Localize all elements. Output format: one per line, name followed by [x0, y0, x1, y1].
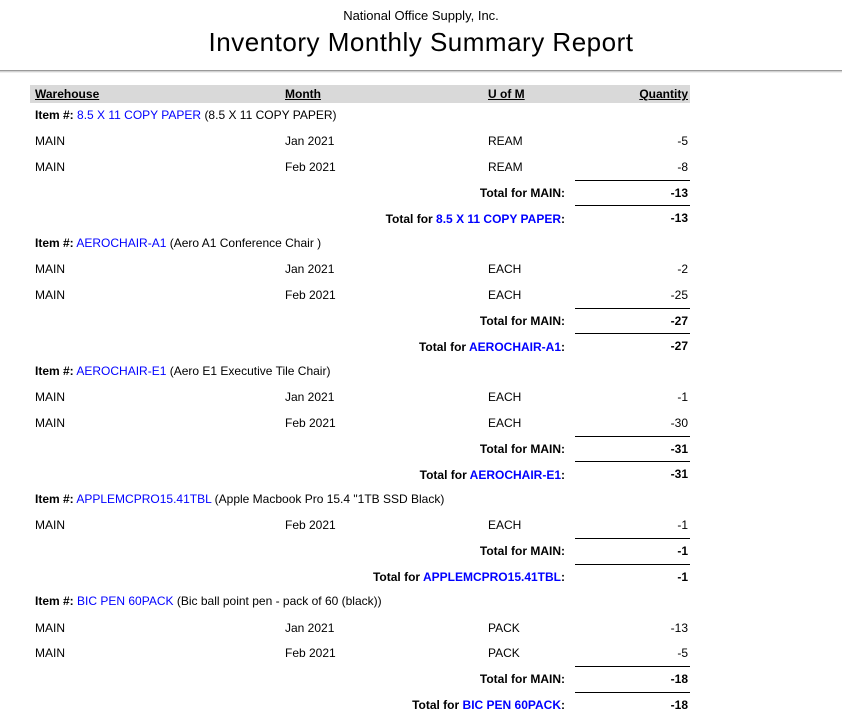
table-row — [30, 154, 690, 180]
table-row — [30, 129, 690, 155]
item-total-suffix: : — [561, 697, 565, 712]
cell-quantity: -13 — [670, 620, 688, 635]
table-row — [30, 257, 690, 283]
cell-quantity: -25 — [670, 287, 688, 302]
warehouse-total-label: Total for MAIN: — [479, 672, 565, 687]
item-total-label — [30, 212, 575, 226]
item-section — [30, 231, 690, 359]
item-total-row — [30, 564, 690, 590]
column-header-uom: U of M — [488, 87, 525, 101]
item-description: (Apple Macbook Pro 15.4 "1TB SSD Black) — [214, 491, 445, 506]
cell-month: Jan 2021 — [285, 134, 335, 149]
cell-quantity: -1 — [677, 390, 688, 405]
item-number-label: Item #: — [35, 363, 74, 378]
column-header-warehouse: Warehouse — [35, 87, 100, 101]
cell-month: Feb 2021 — [285, 287, 336, 302]
warehouse-total-qty: -31 — [575, 436, 690, 463]
item-total-suffix: : — [561, 339, 565, 354]
cell-uom: EACH — [488, 415, 522, 430]
warehouse-total-row — [30, 538, 690, 564]
item-total-label — [30, 570, 575, 584]
cell-warehouse: MAIN — [35, 390, 65, 405]
item-code-link[interactable]: AEROCHAIR-A1 — [76, 235, 167, 250]
cell-uom: EACH — [488, 518, 522, 533]
column-header-month: Month — [285, 87, 321, 101]
item-description: (Aero E1 Executive Tile Chair) — [169, 363, 331, 378]
item-total-prefix: Total for — [418, 339, 467, 354]
item-total-suffix: : — [561, 467, 565, 482]
column-header-quantity: Quantity — [639, 87, 688, 101]
item-section — [30, 359, 690, 487]
item-total-code-link[interactable]: AEROCHAIR-A1 — [468, 339, 561, 354]
item-total-qty: -27 — [575, 333, 690, 360]
item-total-label — [30, 340, 575, 354]
cell-month: Feb 2021 — [285, 415, 336, 430]
item-total-qty: -18 — [575, 692, 690, 718]
cell-quantity: -1 — [677, 518, 688, 533]
item-section — [30, 487, 690, 589]
item-header — [30, 103, 690, 129]
table-row — [30, 640, 690, 666]
item-total-label — [30, 698, 575, 712]
cell-quantity: -2 — [677, 262, 688, 277]
table-row — [30, 385, 690, 411]
item-code-link[interactable]: BIC PEN 60PACK — [77, 594, 174, 609]
cell-warehouse: MAIN — [35, 159, 65, 174]
warehouse-total-row — [30, 308, 690, 334]
warehouse-total-row — [30, 436, 690, 462]
cell-quantity: -5 — [677, 646, 688, 661]
table-row — [30, 513, 690, 539]
item-total-code-link[interactable]: AEROCHAIR-E1 — [469, 467, 561, 482]
warehouse-total-qty: -27 — [575, 308, 690, 335]
cell-month: Jan 2021 — [285, 390, 335, 405]
item-total-code-link[interactable]: APPLEMCPRO15.41TBL — [422, 569, 561, 584]
cell-uom: EACH — [488, 262, 522, 277]
cell-warehouse: MAIN — [35, 134, 65, 149]
item-code-link[interactable]: AEROCHAIR-E1 — [76, 363, 167, 378]
cell-warehouse: MAIN — [35, 262, 65, 277]
item-total-qty: -13 — [575, 205, 690, 232]
cell-uom: PACK — [488, 620, 520, 635]
cell-uom: REAM — [488, 159, 523, 174]
item-description: (8.5 X 11 COPY PAPER) — [204, 108, 337, 122]
cell-quantity: -30 — [670, 415, 688, 430]
item-section — [30, 103, 690, 231]
table-row — [30, 410, 690, 436]
warehouse-total-label: Total for MAIN: — [479, 544, 565, 559]
item-total-qty: -31 — [575, 461, 690, 488]
item-code-link[interactable]: 8.5 X 11 COPY PAPER — [77, 108, 202, 122]
warehouse-total-label: Total for MAIN: — [479, 186, 565, 201]
cell-uom: EACH — [488, 287, 522, 302]
item-number-label: Item #: — [35, 491, 74, 506]
item-total-code-link[interactable]: BIC PEN 60PACK — [462, 697, 561, 712]
item-total-suffix: : — [561, 569, 565, 584]
cell-uom: PACK — [488, 646, 520, 661]
cell-month: Feb 2021 — [285, 159, 336, 174]
item-total-qty: -1 — [575, 564, 690, 591]
cell-uom: EACH — [488, 390, 522, 405]
item-description: (Bic ball point pen - pack of 60 (black)) — [176, 594, 382, 609]
cell-warehouse: MAIN — [35, 518, 65, 533]
cell-month: Jan 2021 — [285, 620, 335, 635]
warehouse-total-qty: -13 — [575, 180, 690, 207]
warehouse-total-qty: -1 — [575, 538, 690, 565]
cell-uom: REAM — [488, 134, 523, 149]
cell-warehouse: MAIN — [35, 646, 65, 661]
item-total-suffix: : — [561, 211, 565, 226]
warehouse-total-label: Total for MAIN: — [479, 442, 565, 457]
cell-warehouse: MAIN — [35, 287, 65, 302]
item-section — [30, 589, 690, 717]
column-header-row — [30, 85, 690, 103]
report-table — [30, 85, 690, 717]
item-number-label: Item #: — [35, 235, 74, 250]
table-row — [30, 282, 690, 308]
item-header — [30, 359, 690, 385]
title-divider — [0, 70, 842, 73]
cell-month: Jan 2021 — [285, 262, 335, 277]
item-total-row — [30, 333, 690, 359]
report-title: Inventory Monthly Summary Report — [208, 27, 634, 57]
table-row — [30, 615, 690, 641]
item-total-code-link[interactable]: 8.5 X 11 COPY PAPER — [436, 211, 561, 226]
item-total-label — [30, 468, 575, 482]
cell-month: Feb 2021 — [285, 646, 336, 661]
item-total-prefix: Total for — [419, 467, 467, 482]
cell-month: Feb 2021 — [285, 518, 336, 533]
cell-quantity: -8 — [677, 159, 688, 174]
item-header — [30, 231, 690, 257]
item-total-row — [30, 692, 690, 718]
cell-warehouse: MAIN — [35, 620, 65, 635]
item-total-row — [30, 205, 690, 231]
item-description: (Aero A1 Conference Chair ) — [169, 235, 322, 250]
item-number-label: Item #: — [35, 594, 74, 609]
warehouse-total-row — [30, 666, 690, 692]
item-total-row — [30, 461, 690, 487]
cell-warehouse: MAIN — [35, 415, 65, 430]
item-number-label: Item #: — [35, 108, 74, 122]
company-name: National Office Supply, Inc. — [343, 8, 499, 23]
item-total-prefix: Total for — [372, 569, 421, 584]
item-total-prefix: Total for — [412, 697, 460, 712]
warehouse-total-row — [30, 180, 690, 206]
item-code-link[interactable]: APPLEMCPRO15.41TBL — [76, 491, 212, 506]
item-header — [30, 487, 690, 513]
cell-quantity: -5 — [677, 134, 688, 149]
warehouse-total-qty: -18 — [575, 666, 690, 693]
item-total-prefix: Total for — [385, 211, 433, 226]
item-header — [30, 589, 690, 615]
warehouse-total-label: Total for MAIN: — [479, 314, 565, 329]
